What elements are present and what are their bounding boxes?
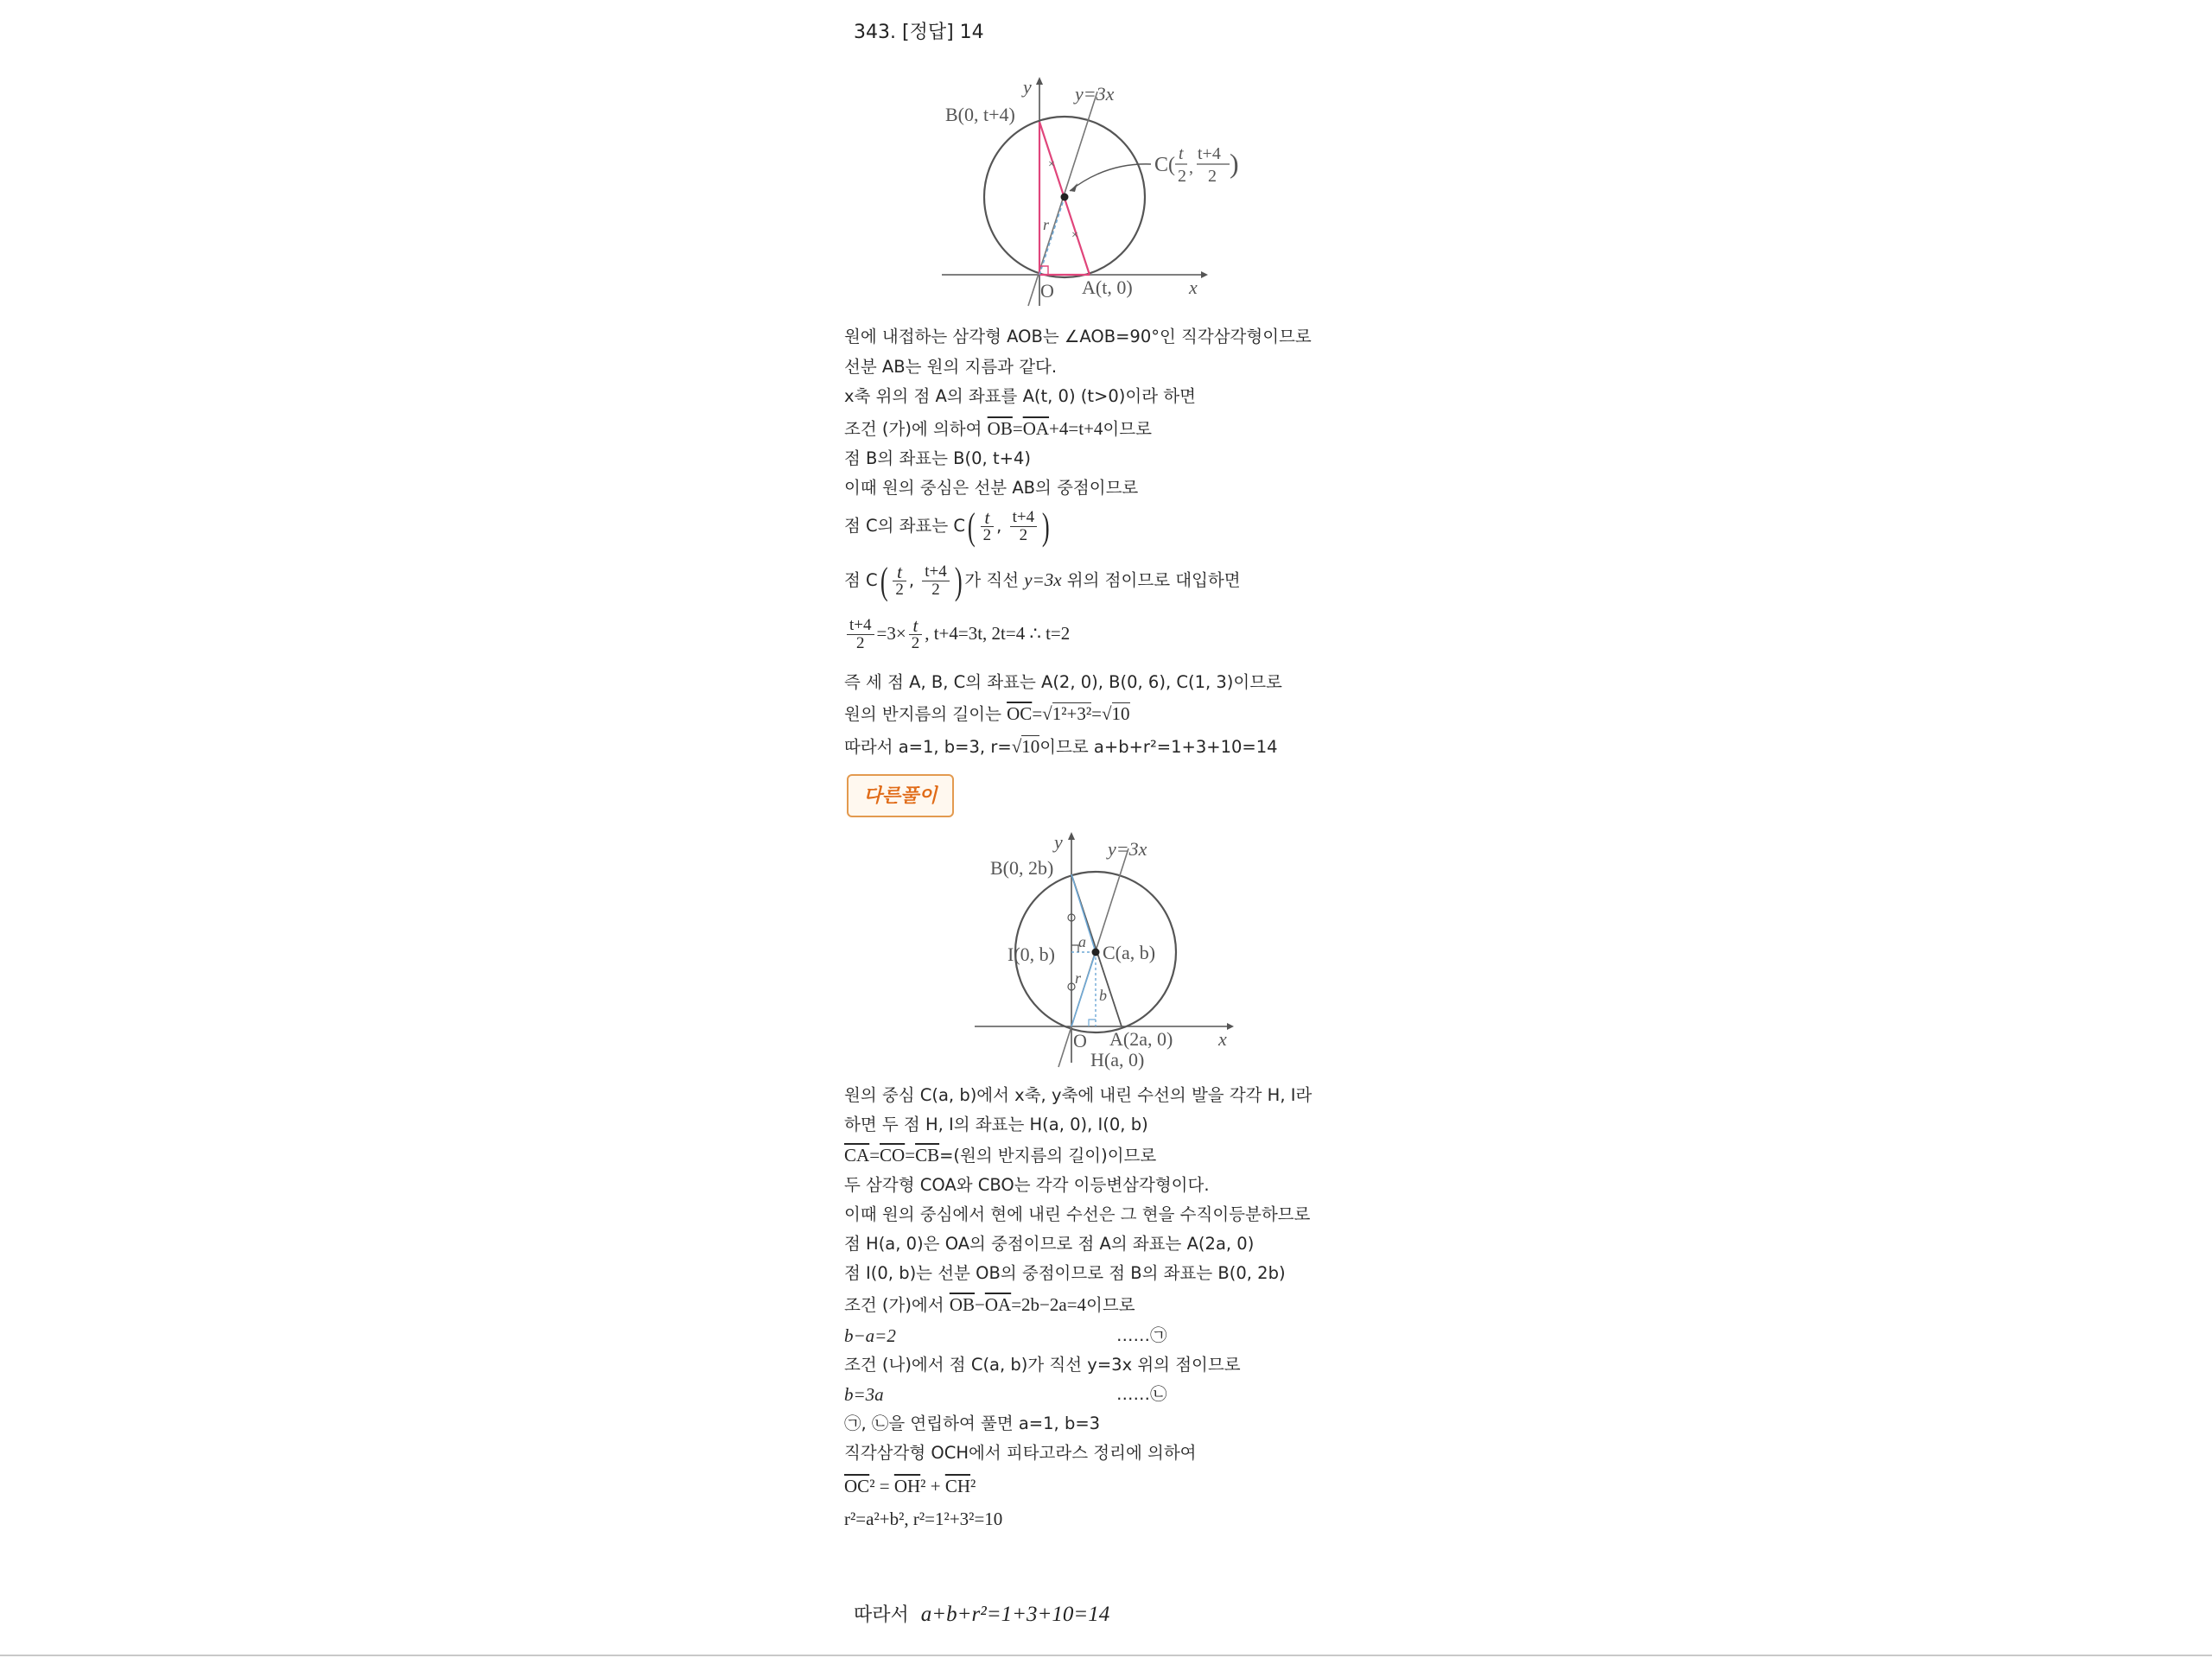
- figure-circle-triangle-1: [933, 74, 1279, 308]
- page-bottom-border: [0, 1655, 2212, 1656]
- alternate-solution-badge: 다른풀이: [847, 774, 954, 817]
- sol1-line-12: 따라서 a=1, b=3, r=√10이므로 a+b+r²=1+3+10=14: [844, 736, 1278, 757]
- y-axis-arrow: [1036, 77, 1043, 85]
- label-point-C: C(a, b): [1103, 942, 1156, 963]
- label-point-B: B(0, t+4): [945, 104, 1015, 125]
- label-C-frac1-den: 2: [1178, 167, 1186, 186]
- label-line-y3x: y=3x: [1075, 83, 1115, 105]
- tick-mark-upper: ×: [1048, 158, 1055, 171]
- sol2-line-5: 이때 원의 중심에서 현에 내린 수선은 그 현을 수직이등분하므로: [844, 1204, 1311, 1224]
- sol2-line-9: b−a=2 ……㉠: [844, 1325, 1167, 1346]
- sol1-line-5: 점 B의 좌표는 B(0, t+4): [844, 448, 1031, 468]
- label-line-y3x: y=3x: [1108, 838, 1147, 860]
- label-y-axis: y: [1054, 831, 1063, 853]
- sol2-line-14: $\overline{OC}^2 = \overline{OH}^2 + \overline{CH}^2$: [844, 1476, 976, 1496]
- label-origin: O: [1040, 280, 1054, 302]
- sol1-line-3: x축 위의 점 A의 좌표를 A(t, 0) (t>0)이라 하면: [844, 386, 1196, 406]
- label-C-frac2-den: 2: [1208, 167, 1217, 186]
- sol1-line-7: 점 C의 좌표는 C( $\frac{t}{2}$ , $\frac{t+4}{2}$ ): [844, 505, 1050, 548]
- sol2-line-2: 하면 두 점 H, I의 좌표는 H(a, 0), I(0, b): [844, 1115, 1148, 1134]
- x-axis-arrow: [1201, 271, 1208, 278]
- sol2-line-3: $\overline{CA}=\overline{CO}=\overline{CB}=$(원의 반지름의 길이)이므로: [844, 1145, 1157, 1166]
- sol1-line-4: 조건 (가)에 의하여 $\overline{OB}=\overline{OA}+4=t+4$이므로: [844, 418, 1152, 439]
- center-point: [1061, 194, 1069, 201]
- problem-header: [854, 17, 984, 44]
- right-angle-mark-H: [1089, 1020, 1096, 1026]
- sol2-line-1: 원의 중심 C(a, b)에서 x축, y축에 내린 수선의 발을 각각 H, I라: [844, 1085, 1313, 1105]
- center-point: [1092, 949, 1100, 956]
- x-axis-arrow: [1227, 1023, 1234, 1030]
- sol2-line-7: 점 I(0, b)는 선분 OB의 중점이므로 점 B의 좌표는 B(0, 2b): [844, 1263, 1286, 1283]
- radius-dashed: [1039, 197, 1065, 275]
- label-y-axis: y: [1023, 76, 1032, 98]
- label-C-frac2-num: t+4: [1198, 144, 1221, 163]
- label-x-axis: x: [1218, 1028, 1227, 1050]
- label-C-frac1-num: t: [1179, 144, 1184, 163]
- label-r: r: [1043, 216, 1050, 233]
- answer-label: [정답]: [901, 22, 954, 43]
- sol2-line-10: 조건 (나)에서 점 C(a, b)가 직선 y=3x 위의 점이므로: [844, 1355, 1241, 1375]
- problem-number: 343.: [854, 22, 896, 43]
- figure-circle-triangle-2: [968, 829, 1244, 1080]
- sol1-line-6: 이때 원의 중심은 선분 AB의 중점이므로: [844, 478, 1139, 498]
- label-point-C: C(: [1154, 154, 1175, 176]
- sol2-line-4: 두 삼각형 COA와 CBO는 각각 이등변삼각형이다.: [844, 1175, 1210, 1195]
- label-a: a: [1078, 933, 1086, 950]
- sol1-line-10: 즉 세 점 A, B, C의 좌표는 A(2, 0), B(0, 6), C(1, 3)이므로: [844, 672, 1282, 692]
- sol2-line-13: 직각삼각형 OCH에서 피타고라스 정리에 의하여: [844, 1443, 1197, 1463]
- right-angle-mark-I: [1071, 945, 1078, 952]
- segment-CO: [1071, 952, 1096, 1026]
- sol1-line-11: 원의 반지름의 길이는 $\overline{OC}=√1^2+3^2=√10$: [844, 703, 1130, 724]
- label-point-A: A(2a, 0): [1109, 1028, 1173, 1050]
- answer-value: 14: [959, 22, 984, 43]
- label-x-axis: x: [1189, 276, 1198, 298]
- sol1-line-9: $\frac{t+4}{2}$ =3× $\frac{t}{2}$ , t+4=3t, 2t=4 ∴ t=2: [844, 612, 1070, 656]
- figure-2-svg: [968, 829, 1244, 1080]
- label-b: b: [1099, 987, 1107, 1004]
- sol2-line-6: 점 H(a, 0)은 OA의 중점이므로 점 A의 좌표는 A(2a, 0): [844, 1234, 1255, 1254]
- figure-1-svg: [933, 74, 1279, 308]
- final-answer-line: 따라서 a+b+r²=1+3+10=14: [854, 1603, 1110, 1626]
- sol2-line-15: r²=a²+b², r²=1²+3²=10: [844, 1509, 1003, 1529]
- sol2-line-8: 조건 (가)에서 $\overline{OB}-\overline{OA}=2b-2a=4$이므로: [844, 1294, 1135, 1315]
- label-C-comma: ,: [1189, 158, 1193, 177]
- label-origin: O: [1073, 1030, 1087, 1051]
- sol1-line-8: 점 C( $\frac{t}{2}$ , $\frac{t+4}{2}$ ) 가 직선 y=3x 위의 점이므로 대입하면: [844, 559, 1241, 602]
- y-axis-arrow: [1068, 832, 1075, 840]
- callout-arrowhead: [1070, 183, 1077, 192]
- label-point-I: I(0, b): [1007, 943, 1055, 965]
- label-point-B: B(0, 2b): [990, 857, 1054, 879]
- sol2-line-12: ㉠, ㉡을 연립하여 풀면 a=1, b=3: [844, 1413, 1101, 1433]
- tick-mark-lower: ×: [1071, 229, 1078, 242]
- sol1-line-2: 선분 AB는 원의 지름과 같다.: [844, 357, 1058, 377]
- label-point-A: A(t, 0): [1082, 276, 1133, 298]
- sol2-line-11: b=3a ……㉡: [844, 1384, 1167, 1405]
- label-r: r: [1075, 969, 1082, 987]
- label-point-H: H(a, 0): [1090, 1049, 1145, 1070]
- sol1-line-1: 원에 내접하는 삼각형 AOB는 ∠AOB=90°인 직각삼각형이므로: [844, 327, 1312, 346]
- label-C-close: ): [1230, 148, 1239, 179]
